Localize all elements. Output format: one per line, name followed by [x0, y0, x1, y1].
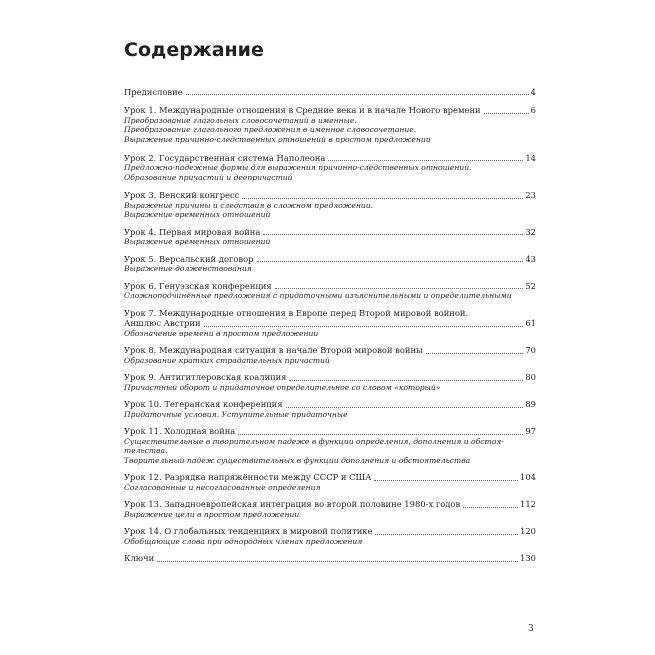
toc-entry: [124, 105, 536, 144]
toc-entry-topics: [124, 356, 536, 366]
toc-entry-title: Урок 10. Тегеранская конференция: [124, 399, 283, 410]
toc-entry-row: [124, 254, 536, 264]
toc-entry-topics: [124, 201, 536, 220]
toc-entry-page: 6: [530, 105, 536, 116]
toc-entry-title: Урок 9. Антигитлеровская коалиция: [124, 372, 287, 383]
dot-leader: [374, 480, 518, 481]
toc-entry-page: 120: [520, 526, 536, 537]
toc-entry-topics: [124, 116, 536, 145]
toc-entry-row: [124, 153, 536, 163]
toc-entry-row: [124, 105, 536, 115]
toc-entry-topics: [124, 537, 536, 547]
toc-entry-topic: Преобразование глагольных словосочетаний в именные.: [124, 115, 357, 125]
toc-entry-topics: [124, 483, 536, 493]
toc-entry-row: [124, 190, 536, 200]
toc-entry-topic: Причастный оборот и придаточное определительное со словом «который»: [124, 382, 441, 392]
toc-entry-title-line: Урок 7. Международные отношения в Европе перед Второй мировой войной.: [124, 307, 469, 318]
toc-entry-page: 112: [520, 499, 536, 510]
toc-entry: [124, 87, 536, 97]
toc-entry-row: [124, 426, 536, 436]
toc-entry-topics: [124, 264, 536, 274]
toc-entry-row: [124, 318, 536, 328]
toc-entry: [124, 399, 536, 419]
toc-entry-page: 130: [520, 553, 536, 564]
toc-entry-topics: [124, 383, 536, 393]
toc-entry-topic: Преобразование глагольного предложения в именное словосочетание.: [124, 125, 417, 135]
dot-leader: [426, 353, 524, 354]
toc-entry: [124, 308, 536, 338]
toc-entry-page: 104: [520, 472, 536, 483]
toc-entry-page: 80: [525, 372, 536, 383]
toc-entry-title: Урок 2. Государственная система Наполеона: [124, 152, 326, 163]
dot-leader: [257, 261, 524, 262]
toc-entry-title: Урок 13. Западноевропейская интеграция во второй половине 1980-х годов: [124, 499, 461, 510]
toc-entry: [124, 254, 536, 274]
toc-entry-row: [124, 553, 536, 563]
toc-entry-row: [124, 372, 536, 382]
toc-entry-page: 61: [525, 318, 536, 329]
toc-entry-title: Аншлюс Австрии: [124, 318, 201, 329]
dot-leader: [204, 326, 524, 327]
toc-entry-topics: [124, 237, 536, 247]
toc-entry-topic: тельства.: [124, 446, 168, 456]
toc-entry: [124, 526, 536, 546]
dot-leader: [186, 94, 529, 95]
table-of-contents: [124, 80, 536, 564]
toc-entry-topic: Выражение причинно-следственных отношений в простом предложении: [124, 135, 431, 144]
toc-entry-title: Урок 4. Первая мировая война: [124, 226, 261, 237]
toc-entry: [124, 345, 536, 365]
toc-entry-title: Урок 12. Разрядка напряжённости между СССР и США: [124, 472, 372, 483]
toc-entry-page: 14: [525, 152, 536, 163]
dot-leader: [289, 380, 523, 381]
toc-entry-topic: Выражение цели в простом предложении: [124, 509, 300, 519]
toc-entry-page: 43: [525, 253, 536, 264]
toc-entry: [124, 190, 536, 220]
toc-entry: [124, 472, 536, 492]
toc-entry-topics: [124, 410, 536, 420]
toc-entry-page: 70: [525, 345, 536, 356]
toc-entry-topics: [124, 163, 536, 182]
toc-entry-title: Урок 8. Международная ситуация в начале Второй мировой войны: [124, 345, 423, 356]
toc-entry-row: [124, 526, 536, 536]
toc-entry: [124, 372, 536, 392]
toc-entry-topic: Согласованные и несогласованные определения: [124, 482, 321, 492]
toc-entry-topic: Образование причастий и деепричастий: [124, 172, 293, 182]
toc-entry-topic: Сложноподчинённые предложения с придаточными изъяснительными и определительными: [124, 291, 512, 301]
toc-entry-row: [124, 472, 536, 482]
dot-leader: [463, 507, 518, 508]
toc-entry-topic: Выражение причины и следствия в сложном предложении.: [124, 200, 374, 210]
toc-entry-title: Урок 3. Венский конгресс: [124, 190, 240, 201]
toc-entry-topic: Существительные в творительном падеже в функции определения, дополнения и обстоя-: [124, 436, 504, 446]
toc-entry-row: [124, 227, 536, 237]
toc-entry-row: [124, 399, 536, 409]
dot-leader: [328, 160, 523, 161]
toc-entry-topic: Выражение временных отношений: [124, 210, 271, 220]
toc-entry: [124, 153, 536, 183]
toc-entry-topic: Обобщающие слова при однородных членах предложения: [124, 536, 363, 546]
toc-entry: [124, 426, 536, 465]
toc-entry-topic: Творительный падеж существительных в функции дополнения и обстоятельства: [124, 455, 471, 465]
toc-entry-page: 97: [525, 426, 536, 437]
toc-entry-row: [124, 345, 536, 355]
dot-leader: [275, 288, 524, 289]
toc-entry-topic: Придаточные условия. Уступительные придаточные: [124, 409, 348, 419]
dot-leader: [157, 561, 518, 562]
toc-entry-topic: Предложно-падежные формы для выражения причинно-следственных отношений.: [124, 163, 472, 172]
dot-leader: [238, 434, 523, 435]
page-title: Содержание: [124, 39, 264, 61]
toc-entry-topics: [124, 510, 536, 520]
toc-entry-topics: [124, 329, 536, 339]
toc-entry-title: Урок 1. Международные отношения в Средние века и в начале Нового времени: [124, 105, 481, 116]
toc-entry-topic: Выражение долженствования: [124, 264, 252, 274]
toc-entry-topic: Образование кратких страдательных причастий: [124, 355, 330, 365]
toc-entry-row: [124, 281, 536, 291]
toc-entry-page: 52: [525, 280, 536, 291]
toc-entry: [124, 499, 536, 519]
toc-entry-title: Урок 14. О глобальных тенденциях в мировой политике: [124, 526, 373, 537]
toc-entry-page: 89: [525, 399, 536, 410]
toc-entry-topic: Обозначение времени в простом предложении: [124, 328, 319, 338]
toc-entry-topic: Выражение временных отношений: [124, 237, 271, 247]
dot-leader: [375, 534, 518, 535]
toc-entry-topics: [124, 291, 536, 301]
toc-entry-title: Ключи: [124, 553, 155, 564]
toc-entry-page: 32: [525, 226, 536, 237]
toc-entry: [124, 553, 536, 563]
toc-entry-title: Предисловие: [124, 87, 183, 97]
toc-entry-page: 23: [525, 190, 536, 201]
toc-entry-title: Урок 6. Генуэзская конференция: [124, 280, 272, 291]
dot-leader: [263, 234, 523, 235]
toc-entry-title: Урок 5. Версальский договор: [124, 253, 254, 264]
toc-entry-title: Урок 11. Холодная война: [124, 426, 236, 437]
toc-entry-row: [124, 499, 536, 509]
dot-leader: [484, 113, 529, 114]
toc-entry-topics: [124, 437, 536, 466]
toc-entry: [124, 227, 536, 247]
page-number: 3: [528, 624, 534, 634]
toc-entry-page: 4: [530, 87, 536, 97]
toc-entry: [124, 281, 536, 301]
toc-entry-row: [124, 87, 536, 97]
dot-leader: [242, 198, 523, 199]
dot-leader: [286, 407, 524, 408]
